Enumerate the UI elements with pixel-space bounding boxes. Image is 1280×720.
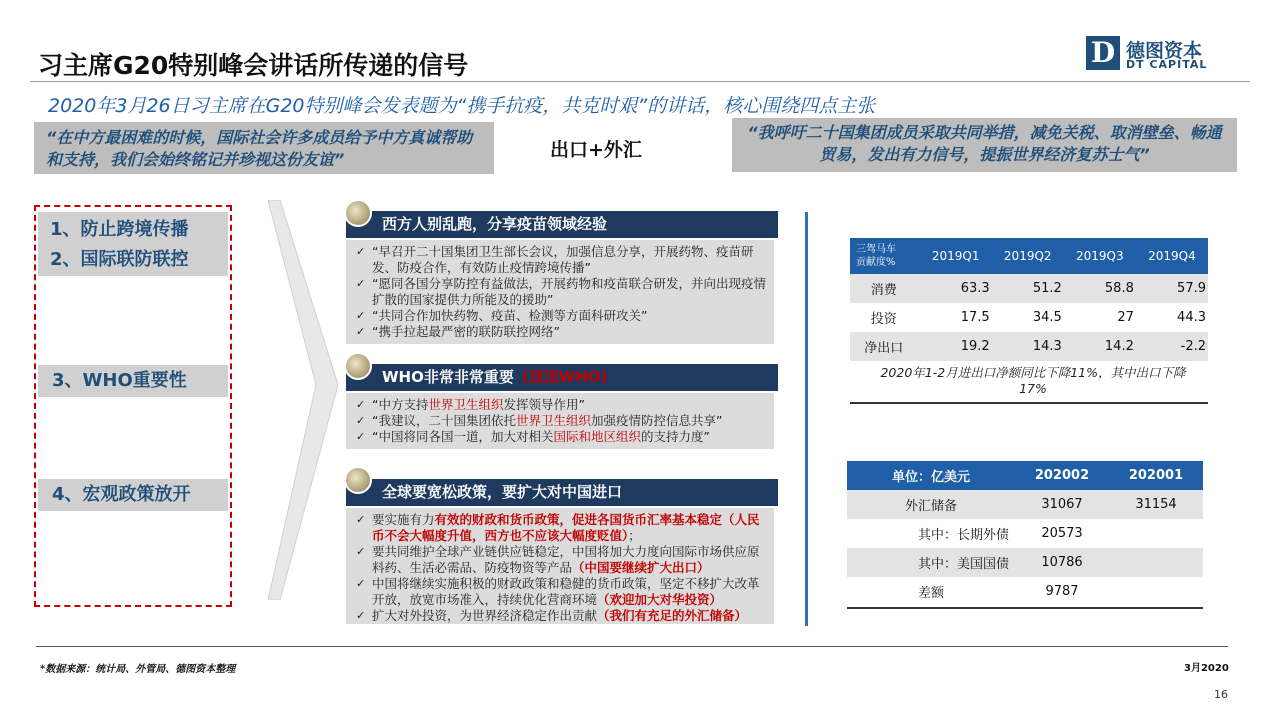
footer-divider: [36, 646, 1228, 647]
page-number: 16: [1214, 688, 1228, 701]
text-span: ；: [628, 528, 641, 543]
text-span: “中国将同各国一道，加大对相关: [372, 429, 554, 444]
column-header: 202001: [1109, 461, 1203, 490]
text-span: “我建议，二十国集团依托: [372, 413, 516, 428]
section-3-bullet-1: [356, 512, 766, 544]
logo-text-en: DT CAPITAL: [1126, 58, 1208, 71]
section-1-bullet-3: ✓ “共同合作加快药物、疫苗、检测等方面科研攻关”: [356, 308, 766, 324]
quote-right: “我呼吁二十国集团成员采取共同举措，减免关税、取消壁垒、畅通贸易，发出有力信号，提振世界经济复苏士气”: [732, 118, 1237, 172]
table-cell: 17.5: [960, 310, 990, 325]
table-cell: 58.8: [1064, 274, 1136, 303]
table-row: [847, 490, 1203, 519]
subtitle: 2020年3月26日习主席在G20特别峰会发表题为“携手抗疫，共克时艰”的讲话，核心围绕四点主张: [48, 95, 876, 117]
section-1-bullet-icon: [344, 199, 372, 227]
table-1-bottom-rule: [850, 402, 1208, 404]
text-span: 的支持力度”: [641, 429, 710, 444]
row-label: 消费: [850, 274, 920, 303]
left-item-1: 1、防止跨境传播: [50, 219, 189, 240]
section-1-title: 西方人别乱跑，分享疫苗领域经验: [382, 215, 608, 233]
section-3-title: 全球要宽松政策，要扩大对中国进口: [382, 483, 623, 501]
section-3-header: [346, 479, 778, 506]
section-3-bullet-icon: [344, 466, 372, 494]
center-label: 出口+外汇: [550, 139, 642, 161]
table-row: [847, 577, 1203, 606]
section-1-header: [346, 211, 778, 238]
row-label: 外汇储备: [847, 490, 1015, 519]
table-cell: 14.2: [1064, 332, 1136, 361]
row-label: 其中：美国国债: [847, 548, 1015, 577]
left-item-4: 4、宏观政策放开: [38, 479, 228, 511]
section-2-bullet-3: [356, 429, 766, 445]
text-span: 扩大对外投资，为世界经济稳定作出贡献: [372, 608, 598, 623]
column-header: 2019Q4: [1136, 238, 1208, 274]
footer-source: *数据来源：统计局、外管局、德图资本整理: [40, 664, 236, 675]
table-1-note: 2020年1-2月进出口净额同比下降11%，其中出口下降17%: [880, 365, 1186, 396]
text-span: “中方支持: [372, 397, 429, 412]
table-cell: 10786: [1015, 548, 1109, 577]
text-span: 发挥领导作用”: [503, 397, 585, 412]
section-1-body: [346, 240, 774, 344]
section-2-bullet-1: [356, 397, 766, 413]
row-label: 净出口: [850, 332, 920, 361]
text-span: 要共同维护全球产业链供应链稳定，中国将加大力度向国际市场供应原料药、生活必需品、防疫物资等产品: [372, 544, 760, 575]
table-cell: 20573: [1041, 526, 1083, 541]
left-item-2: 2、国际联防联控: [50, 249, 189, 270]
table-cell: 34.5: [1032, 310, 1062, 325]
section-2-tag: (顶顶WHO): [521, 368, 608, 386]
section-3-body: [346, 508, 774, 624]
table-corner: [850, 238, 920, 274]
corner-line-2: 贡献度%: [856, 257, 896, 268]
section-3-bullet-2: [356, 544, 766, 576]
section-2-header: [346, 364, 778, 391]
highlight-span: 世界卫生组织: [515, 413, 591, 428]
table-cell: [1109, 519, 1203, 548]
logo-mark-icon: D: [1086, 36, 1120, 70]
big-arrow-icon: [268, 200, 338, 600]
table-cell: 57.9: [1136, 274, 1208, 303]
table-row: [850, 274, 1208, 303]
column-header: 2019Q3: [1064, 238, 1136, 274]
highlight-span: 世界卫生组织: [428, 397, 504, 412]
table-cell: 63.3: [920, 274, 992, 303]
table-cell: [1109, 577, 1203, 606]
vertical-divider: [805, 212, 808, 626]
table-cell: 31067: [1015, 490, 1109, 519]
contribution-table: [850, 238, 1208, 361]
table-cell: 19.2: [920, 332, 992, 361]
left-item-3: 3、WHO重要性: [38, 365, 228, 397]
highlight-span: 有效的财政和货币政策，促进各国货币汇率基本稳定（人民币不会大幅度升值，西方也不应该大幅度贬值）: [372, 512, 760, 543]
column-header: 单位：亿美元: [847, 461, 1015, 490]
text-span: 中国将继续实施积极的财政政策和稳健的货币政策，坚定不移扩大改革开放，放宽市场准入，持续优化营商环境: [372, 576, 760, 607]
table-cell: 9787: [1045, 584, 1079, 599]
table-cell: [1109, 548, 1203, 577]
row-label: 投资: [870, 312, 897, 327]
section-3-bullet-4: [356, 608, 766, 624]
table-cell: 14.3: [992, 332, 1064, 361]
section-2-bullet-2: [356, 413, 766, 429]
column-header: 202002: [1015, 461, 1109, 490]
left-item-group-1: [38, 212, 228, 276]
table-cell: -2.2: [1136, 332, 1208, 361]
table-row: [847, 548, 1203, 577]
section-2-bullet-icon: [344, 352, 372, 380]
company-logo: [1086, 36, 1226, 72]
table-cell: 44.3: [1177, 310, 1206, 325]
row-label: 差额: [917, 586, 944, 601]
text-span: 加强疫情防控信息共享”: [591, 413, 723, 428]
table-cell: 51.2: [992, 274, 1064, 303]
table-cell: 31154: [1109, 490, 1203, 519]
table-2-bottom-rule: [847, 607, 1203, 609]
section-3-bullet-3: [356, 576, 766, 608]
highlight-span: 国际和地区组织: [553, 429, 641, 444]
table-row: [850, 332, 1208, 361]
table-row: [847, 519, 1203, 548]
section-2-title: WHO非常非常重要: [382, 368, 514, 386]
column-header: 2019Q2: [992, 238, 1064, 274]
page-title: 习主席G20特别峰会讲话所传递的信号: [38, 51, 469, 80]
section-1-bullet-2: ✓ “愿同各国分享防控有益做法，开展药物和疫苗联合研发，并向出现疫情扩散的国家提供力所能及的援助”: [356, 276, 766, 308]
section-2-body: [346, 393, 774, 449]
section-1-bullet-4: ✓ “携手拉起最严密的联防联控网络”: [356, 324, 766, 340]
section-1-bullet-1: ✓ “早召开二十国集团卫生部长会议，加强信息分享，开展药物、疫苗研发、防疫合作，有效防止疫情跨境传播”: [356, 244, 766, 276]
quote-left: “在中方最困难的时候，国际社会许多成员给予中方真诚帮助和支持，我们会始终铭记并珍视这份友谊”: [34, 122, 494, 174]
corner-line-1: 三驾马车: [856, 244, 896, 255]
logo-text-cn: 德图资本: [1126, 40, 1203, 62]
highlight-span: （欢迎加大对华投资）: [597, 592, 723, 607]
table-row: [850, 303, 1208, 332]
text-span: 要实施有力: [372, 512, 435, 527]
highlight-span: （中国要继续扩大出口）: [572, 560, 710, 575]
footer-date: 3月2020: [1184, 663, 1229, 674]
column-header: 2019Q1: [920, 238, 992, 274]
header-divider: [30, 81, 1250, 82]
fx-reserve-table: [847, 461, 1203, 606]
row-label: 其中：长期外债: [917, 528, 1009, 543]
table-cell: 27: [1117, 310, 1134, 325]
highlight-span: （我们有充足的外汇储备）: [597, 608, 748, 623]
